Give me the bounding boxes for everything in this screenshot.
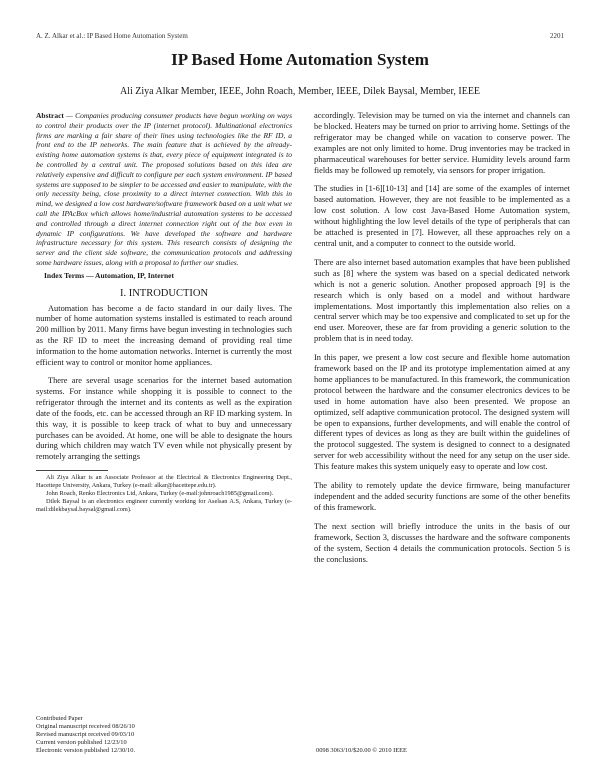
paragraph: The ability to remotely update the device firmware, being manufacturer independent and the added security functions are some of the other benefits of this framework. <box>314 481 570 512</box>
footnote: Dilek Baysal is an electronics engineer currently working for Aselsan A.S, Ankara, Turkey (e-mail:dilekbaysal.baysal@gmail.com). <box>36 498 292 514</box>
publication-info <box>36 715 135 755</box>
page-number: 2201 <box>550 32 564 40</box>
footnote-divider <box>36 470 108 471</box>
abstract-label: Abstract <box>36 111 64 120</box>
section-heading: I. INTRODUCTION <box>119 287 209 299</box>
footnote: Ali Ziya Alkar is an Associate Professor at the Electrical & Electronics Engineering Dept., Hacettepe University, Ankara, Turkey (e-mail: alkar@hacettepe.edu.tr). <box>36 474 292 490</box>
pubinfo-line: Contributed Paper <box>36 715 83 722</box>
paragraph: The next section will briefly introduce the units in the basis of our framework, Section 3, discusses the hardware and the software components of the system, Section 4 details the communication protocols. Section 5 is the conclusions. <box>314 521 570 564</box>
footnote: John Roach, Renko Electronics Ltd, Ankara, Turkey (e-mail:johnroach1985@gmail.com). <box>46 490 274 498</box>
running-head <box>36 32 564 40</box>
pubinfo-line: Original manuscript received 08/26/10 <box>36 723 135 730</box>
paragraph: In this paper, we present a low cost secure and flexible home automation framework based on the IP and its prototype implementation aimed at any home appliances to be manufactured. In this framework, the communication protocol between the hardware and the consumer electronics devices to be used in home automation have also been presented. We propose an optimized, self adaptive communication protocol. The designed system will be open to expansions, further developments, and will enable the control of different types of devices as long as they are built within the guidelines of the protocol suggested. The system is designed to connect to a designated server for web accessibility without the need for any setup on the user side. This feature makes this system uniquely easy to operate and low cost. <box>314 353 570 472</box>
paragraph: There are several usage scenarios for the internet based automation systems. For instance while shopping it is possible to connect to the refrigerator through the internet and its contents as well as the expiration date of the foods, etc. can be accessed through an RF ID marking system. In this way, it is possible to keep track of what to buy and unnecessary purchases can be avoided. At home, one will be able to designate the hours during which children may watch TV even while not physically present by remotely arranging the settings <box>36 376 292 462</box>
paragraph: accordingly. Television may be turned on via the internet and channels can be blocked. Heaters may be turned on prior to arriving home. Settings of the refrigerator may be changed while on vacation to conserve power. The examples are not only limited to home. Drug inventories may be tracked in pharmaceutical warehouses for better service. Humidity levels around farm fields may be followed up remotely, via sensors for proper irrigation. <box>314 111 570 175</box>
pubinfo-line: Revised manuscript received 09/03/10 <box>36 731 135 738</box>
paragraph: Automation has become a de facto standard in our daily lives. The number of home automation systems installed is estimated to reach around 200 million by 2011. Many firms have begun investing in technologies such as the RF ID to meet the increasing demand of providing real time information to the home automation networks. Internet is currently the most efficient way to control or monitor home appliances. <box>36 303 292 368</box>
paper-title: IP Based Home Automation System <box>171 50 429 69</box>
pubinfo-line: Current version published 12/23/10 <box>36 739 127 746</box>
abstract-text: — Companies producing consumer products have begun working on ways to control their products over the IP (internet protocol). Multinational electronics firms are marking a fair share of their lines using technologies like the RF ID, a front end to the IP networks. The main feature that is achieved by the already-existing home automation systems is that, every piece of equipment integrated is to be controlled by a central unit. The proposed solutions based on this idea are relatively expensive and difficult to configure per each system environment. IP based systems are supposed to be simpler to be accessed and easier to manipulate, with the only necessity being, close proximity to a direct internet connection. With this in mind, we designed a low cost hardware/software framework based on a unit what we call the IPAcBox which allows home/industrial automation systems to be accessed and controlled through a direct internet connection right out of the box even in dynamic IP configurations. We have developed the software and hardware infrastructure necessary for this system. This research consists of designing the server and the client side software, the communication protocols and addressing some hardware issues, along with a proposal to further our studies. <box>36 111 292 267</box>
pubinfo-line: Electronic version published 12/30/10. <box>36 747 136 754</box>
right-column <box>314 111 570 573</box>
left-column <box>36 111 292 514</box>
running-title: A. Z. Alkar et al.: IP Based Home Automation System <box>36 32 188 40</box>
abstract <box>36 111 292 268</box>
index-terms: Index Terms — Automation, IP, Internet <box>44 270 174 280</box>
copyright-line: 0098 3063/10/$20.00 © 2010 IEEE <box>316 747 407 754</box>
author-list: Ali Ziya Alkar Member, IEEE, John Roach, Member, IEEE, Dilek Baysal, Member, IEEE <box>119 86 481 97</box>
paragraph: There are also internet based automation examples that have been published such as [8] where the system was based on a special dedicated network which is not a generic solution. Another proposed approach [9] is the research which is only based on a model and without hardware implementations. Most importantly this implementation also relies on a central server which may be too expensive and complicated to set up for the end user. Moreover, these are far from providing a generic solution to the problem that is in need today. <box>314 257 570 344</box>
paragraph: The studies in [1-6][10-13] and [14] are some of the examples of internet based automation. However, they are not feasible to be implemented as a low cost solution. A low cost Java-Based Home Automation system, without highlighting the low level details of the type of peripherals that can be attached is presented in [7]. However, all these approaches rely on a central unit, and a computer to connect to the outside world. <box>314 184 570 248</box>
